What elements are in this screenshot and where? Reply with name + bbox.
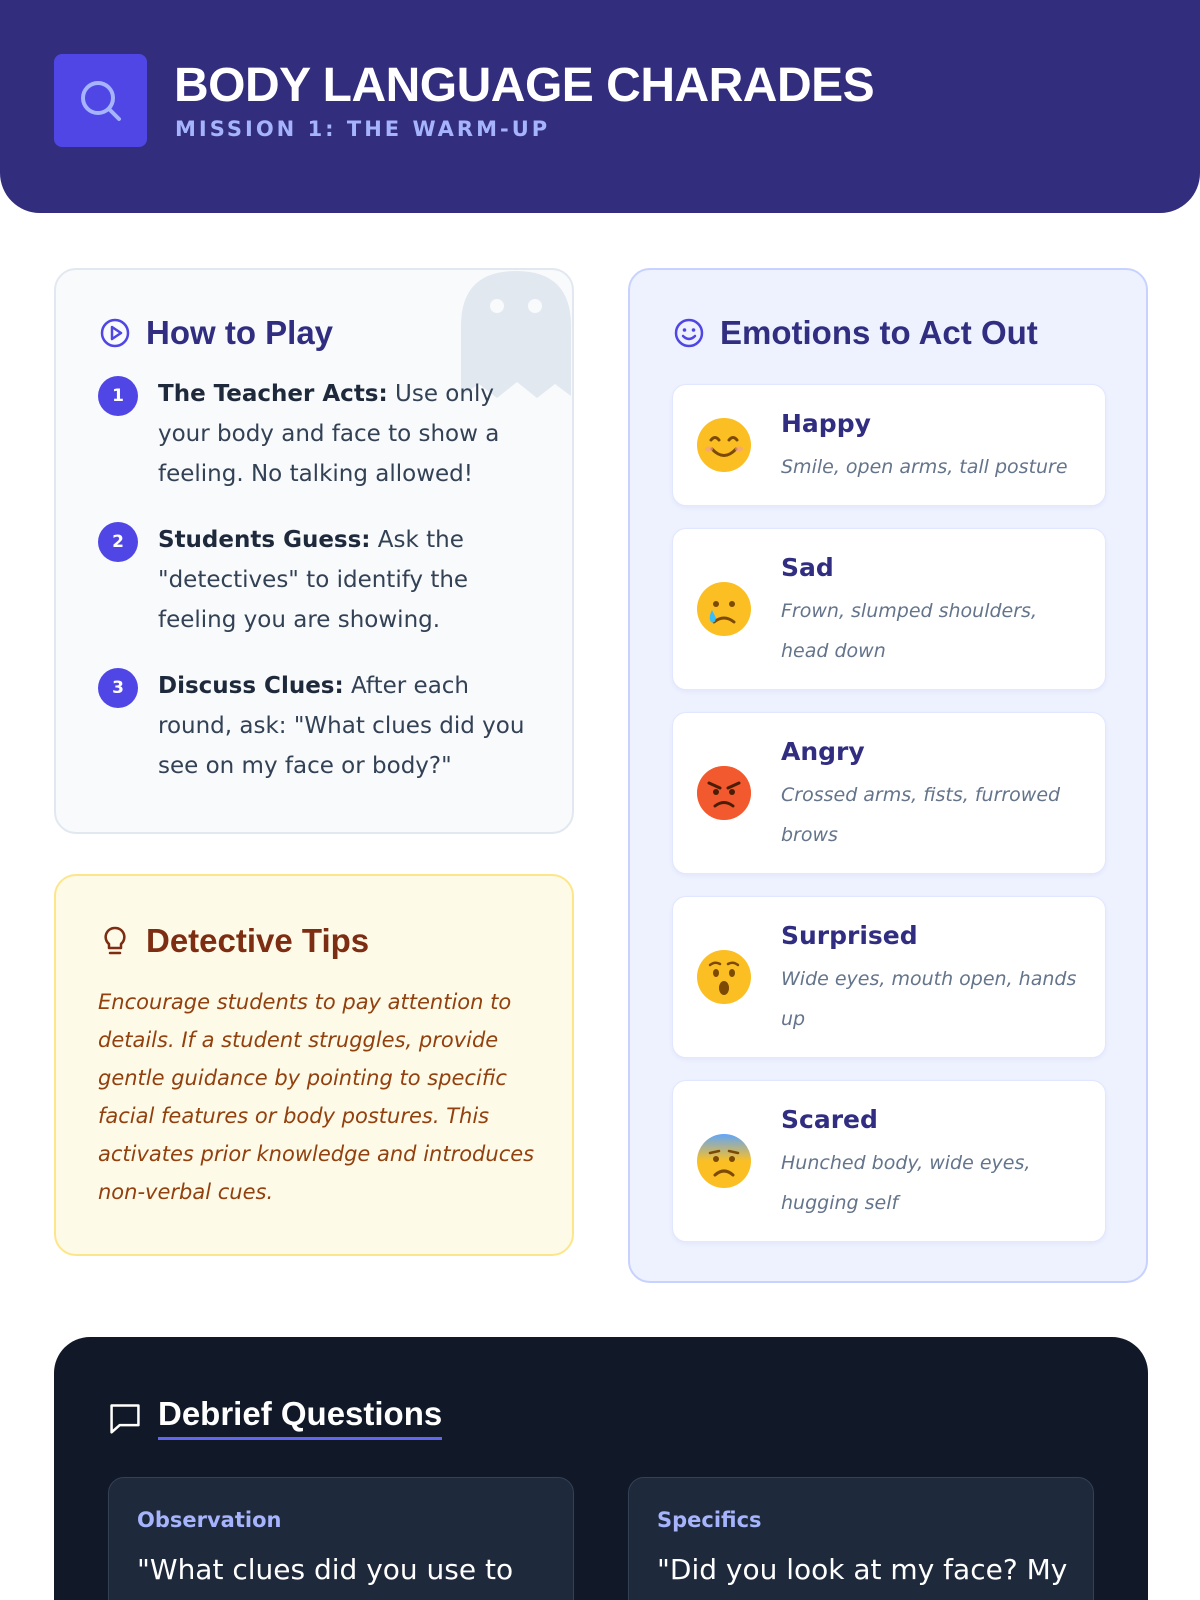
step-number: 2 [98, 522, 138, 562]
emotion-item-scared [672, 1080, 1106, 1242]
step-number: 3 [98, 668, 138, 708]
emotion-description: Frown, slumped shoulders, head down [781, 600, 1037, 662]
question-text: "What clues did you use to [137, 1553, 514, 1586]
emotion-name: Scared [781, 1105, 878, 1134]
page-subtitle: MISSION 1: THE WARM-UP [175, 117, 551, 141]
page-title: BODY LANGUAGE CHARADES [174, 59, 875, 112]
steps-list [98, 374, 538, 812]
crying-face-emoji [695, 580, 753, 638]
emotion-description: Smile, open arms, tall posture [781, 456, 1068, 478]
step-text: Ask the "detectives" to identify the feeling you are showing. [158, 527, 469, 633]
emotion-description: Crossed arms, fists, furrowed brows [781, 784, 1061, 846]
emotion-name: Surprised [781, 921, 918, 950]
detective-tips-card [54, 874, 574, 1256]
emotion-item-sad [672, 528, 1106, 690]
step-heading: Students Guess: [158, 527, 371, 553]
emotion-description: Hunched body, wide eyes, hugging self [781, 1152, 1031, 1214]
debrief-section [54, 1337, 1148, 1600]
tips-text: Encourage students to pay attention to details. If a student struggles, provide gentle guidance by pointing to specific facial features or body postures. This activates prior knowledge and introduces non-verbal cues. [98, 990, 535, 1204]
list-item [98, 520, 538, 640]
question-text: "Did you look at my face? My [657, 1553, 1068, 1586]
question-card-observation [108, 1477, 574, 1600]
detective-tips-title: Detective Tips [98, 922, 369, 960]
play-circle-icon [98, 316, 132, 350]
emotion-item-surprised [672, 896, 1106, 1058]
lightbulb-icon [98, 924, 132, 958]
angry-face-emoji [695, 764, 753, 822]
page-header [0, 0, 1200, 213]
emotion-item-angry [672, 712, 1106, 874]
how-to-play-title: How to Play [98, 314, 333, 352]
list-item [98, 666, 538, 786]
step-heading: The Teacher Acts: [158, 381, 388, 407]
surprised-face-emoji [695, 948, 753, 1006]
emotions-list [672, 384, 1106, 1264]
how-to-play-card [54, 268, 574, 834]
emotion-name: Happy [781, 409, 871, 438]
step-text: After each round, ask: "What clues did you see on my face or body?" [158, 673, 525, 779]
emotion-item-happy [672, 384, 1106, 506]
happy-face-emoji [695, 416, 753, 474]
emotions-title: Emotions to Act Out [672, 314, 1038, 352]
emotions-card [628, 268, 1148, 1283]
step-number: 1 [98, 376, 138, 416]
emotion-description: Wide eyes, mouth open, hands up [781, 968, 1077, 1030]
step-heading: Discuss Clues: [158, 673, 344, 699]
search-icon [54, 54, 147, 147]
debrief-title: Debrief Questions [108, 1395, 442, 1440]
fearful-face-emoji [695, 1132, 753, 1190]
emotion-name: Angry [781, 737, 865, 766]
smile-icon [672, 316, 706, 350]
question-label: Observation [137, 1508, 282, 1532]
message-square-icon [108, 1401, 142, 1435]
question-card-specifics [628, 1477, 1094, 1600]
list-item [98, 374, 538, 494]
step-text: Use only your body and face to show a feeling. No talking allowed! [158, 381, 500, 487]
emotion-name: Sad [781, 553, 834, 582]
question-label: Specifics [657, 1508, 762, 1532]
